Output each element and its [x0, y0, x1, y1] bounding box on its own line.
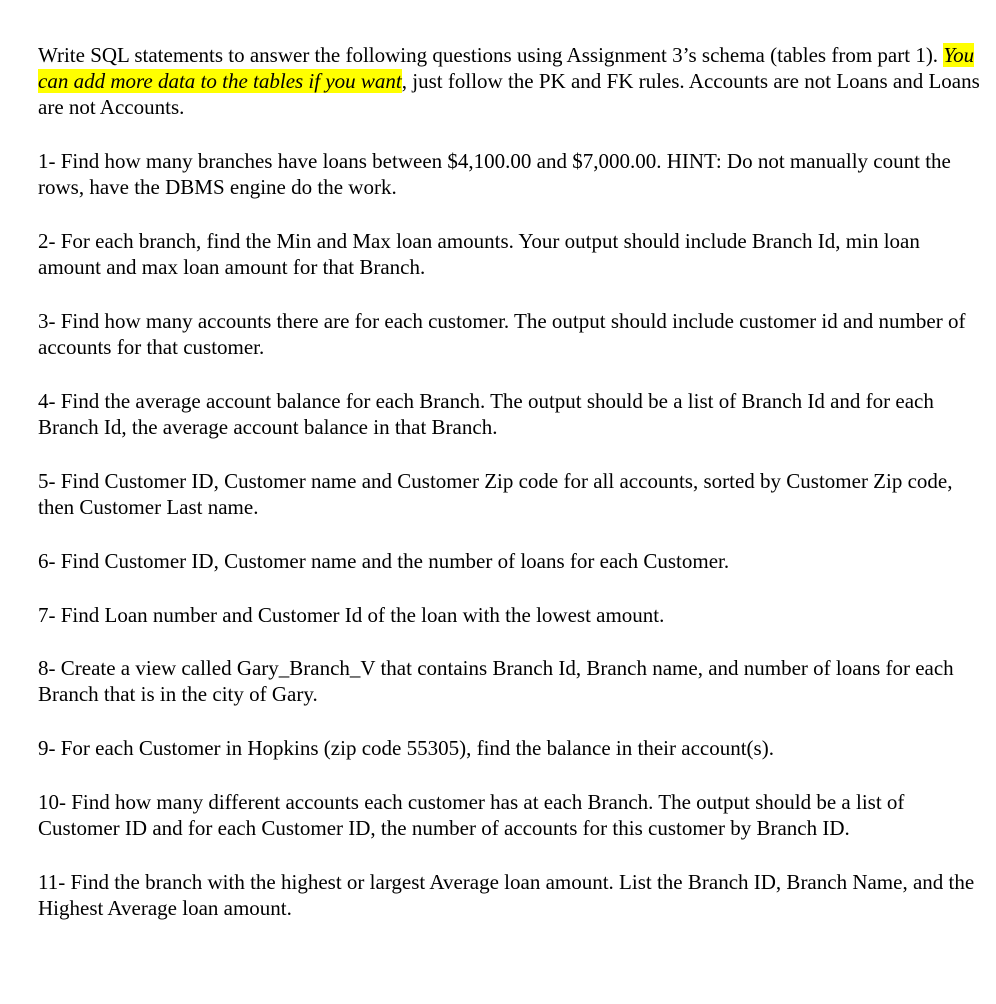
highlighted-note: You can add more data to the tables if you want: [38, 43, 975, 93]
question-7: 7- Find Loan number and Customer Id of the loan with the lowest amount.: [38, 603, 665, 627]
intro-text-end: , just follow the PK and FK rules. Accounts are not Loans and Loans are not Accounts.: [38, 69, 980, 119]
question-6: 6- Find Customer ID, Customer name and the number of loans for each Customer.: [38, 549, 730, 573]
question-4: 4- Find the average account balance for each Branch. The output should be a list of Branch Id and for each Branch Id, the average account balance in that Branch.: [38, 389, 934, 439]
question-5: 5- Find Customer ID, Customer name and Customer Zip code for all accounts, sorted by Customer Zip code, then Customer Last name.: [38, 469, 953, 519]
question-9: 9- For each Customer in Hopkins (zip code 55305), find the balance in their account(s).: [38, 736, 774, 760]
intro-text-start: Write SQL statements to answer the following questions using Assignment 3’s schema (tables from part 1).: [38, 43, 944, 67]
question-3: 3- Find how many accounts there are for each customer. The output should include customer id and number of accounts for that customer.: [38, 309, 966, 359]
question-1: 1- Find how many branches have loans between $4,100.00 and $7,000.00. HINT: Do not manually count the rows, have the DBMS engine do the work.: [38, 149, 951, 199]
intro-paragraph: [38, 42, 983, 120]
question-2: 2- For each branch, find the Min and Max loan amounts. Your output should include Branch Id, min loan amount and max loan amount for that Branch.: [38, 229, 920, 279]
question-8: 8- Create a view called Gary_Branch_V that contains Branch Id, Branch name, and number of loans for each Branch that is in the city of Gary.: [38, 656, 954, 706]
question-11: 11- Find the branch with the highest or largest Average loan amount. List the Branch ID, Branch Name, and the Highest Average loan amount.: [38, 870, 975, 920]
document-body: [38, 42, 983, 949]
question-10: 10- Find how many different accounts each customer has at each Branch. The output should be a list of Customer ID and for each Customer ID, the number of accounts for this customer by Branch ID.: [38, 790, 905, 840]
